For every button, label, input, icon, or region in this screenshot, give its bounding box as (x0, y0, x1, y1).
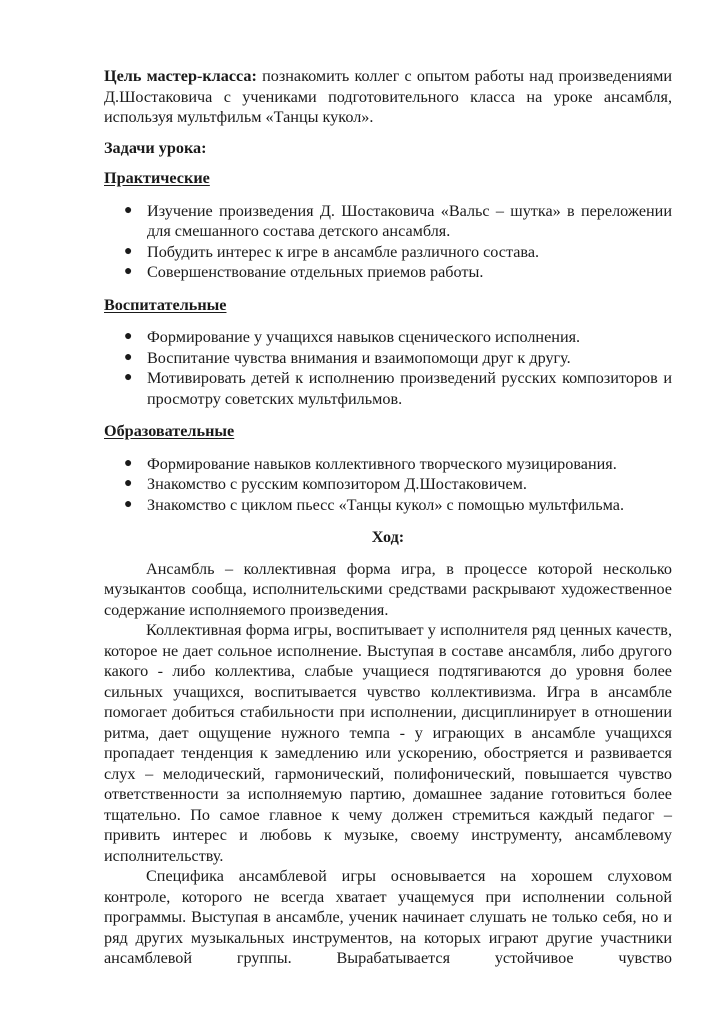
section-heading-practical: Практические (104, 169, 210, 187)
list-item-text: Мотивировать детей к исполнению произведений русских композиторов и просмотру советских мультфильмов. (147, 369, 672, 408)
list-item (104, 474, 672, 495)
bullet-icon: ● (124, 243, 133, 259)
goal-text: познакомить коллег с опытом работы над произведениями Д.Шостаковича с учениками подготовительного класса на уроке ансамбля, используя мультфильм «Танцы кукол». (104, 67, 672, 126)
tasks-heading: Задачи урока: (104, 138, 207, 157)
list-item (104, 201, 672, 242)
practical-list (104, 201, 672, 283)
educational-list (104, 327, 672, 409)
list-item-text: Формирование навыков коллективного творческого музицирования. (147, 454, 617, 473)
bullet-icon: ● (124, 202, 133, 218)
bullet-icon: ● (124, 476, 133, 491)
list-item-text: Побудить интерес к игре в ансамбле различного состава. (147, 242, 540, 261)
list-item-text: Воспитание чувства внимания и взаимопомощи друг к другу. (147, 348, 571, 367)
hod-heading: Ход: (371, 528, 405, 546)
list-item (104, 368, 672, 409)
list-item-text: Знакомство с циклом пьесс «Танцы кукол» с помощью мультфильма. (147, 495, 624, 514)
list-item (104, 495, 672, 516)
bullet-icon: ● (124, 370, 133, 385)
bullet-icon: ● (124, 264, 133, 279)
list-item (104, 262, 672, 283)
list-item (104, 454, 672, 475)
list-item-text: Формирование у учащихся навыков сценического исполнения. (147, 328, 581, 346)
list-item-text: Изучение произведения Д. Шостаковича «Вальс – шутка» в переложении для смешанного состава детского ансамбля. (147, 201, 672, 240)
list-item (104, 348, 672, 369)
list-item (104, 242, 672, 263)
list-item (104, 327, 672, 348)
section-heading-educational: Воспитательные (104, 295, 227, 314)
body-paragraph: Специфика ансамблевой игры основывается на хорошем слуховом контроле, которого не всегда хватает учащемуся при исполнении сольной программы. Выступая в ансамбле, ученик начинает слушать не только себя, но и ряд других музыкальных инструментов, на которых играют другие участники ансамблевой группы. Вырабатывается устойчивое чувство (104, 867, 672, 967)
goal-paragraph (104, 66, 672, 128)
list-item-text: Совершенствование отдельных приемов работы. (147, 263, 484, 281)
document-page (104, 66, 672, 969)
body-paragraph: Ансамбль – коллективная форма игра, в процессе которой несколько музыкантов сообща, исполнительскими средствами раскрывают художественное содержание исполняемого произведения. (104, 559, 672, 619)
bullet-icon: ● (124, 496, 133, 512)
list-item-text: Знакомство с русским композитором Д.Шостаковичем. (147, 475, 527, 493)
goal-label: Цель мастер-класса: (104, 67, 257, 85)
bullet-icon: ● (124, 349, 133, 365)
bullet-icon: ● (124, 329, 133, 344)
bullet-icon: ● (124, 455, 133, 471)
section-heading-instructional: Образовательные (104, 422, 235, 440)
body-paragraph: Коллективная форма игры, воспитывает у исполнителя ряд ценных качеств, которое не дает сольное исполнение. Выступая в составе ансамбля, либо другого какого - либо коллектива, слабые учащиеся подтягиваются до уровня более сильных учащихся, воспитывается чувство коллективизма. Игра в ансамбле помогает добиться стабильности при исполнении, дисциплинирует в отношении ритма, дает ощущение нужного темпа - у играющих в ансамбле учащихся пропадает тенденция к замедлению или ускорению, обостряется и развивается слух – мелодический, гармонический, полифонический, повышается чувство ответственности за исполняемую партию, домашнее задание готовиться более тщательно. По самое главное к чему должен стремиться каждый педагог – привить интерес и любовь к музыке, своему инструменту, ансамблевому исполнительству. (104, 621, 672, 865)
instructional-list (104, 454, 672, 516)
